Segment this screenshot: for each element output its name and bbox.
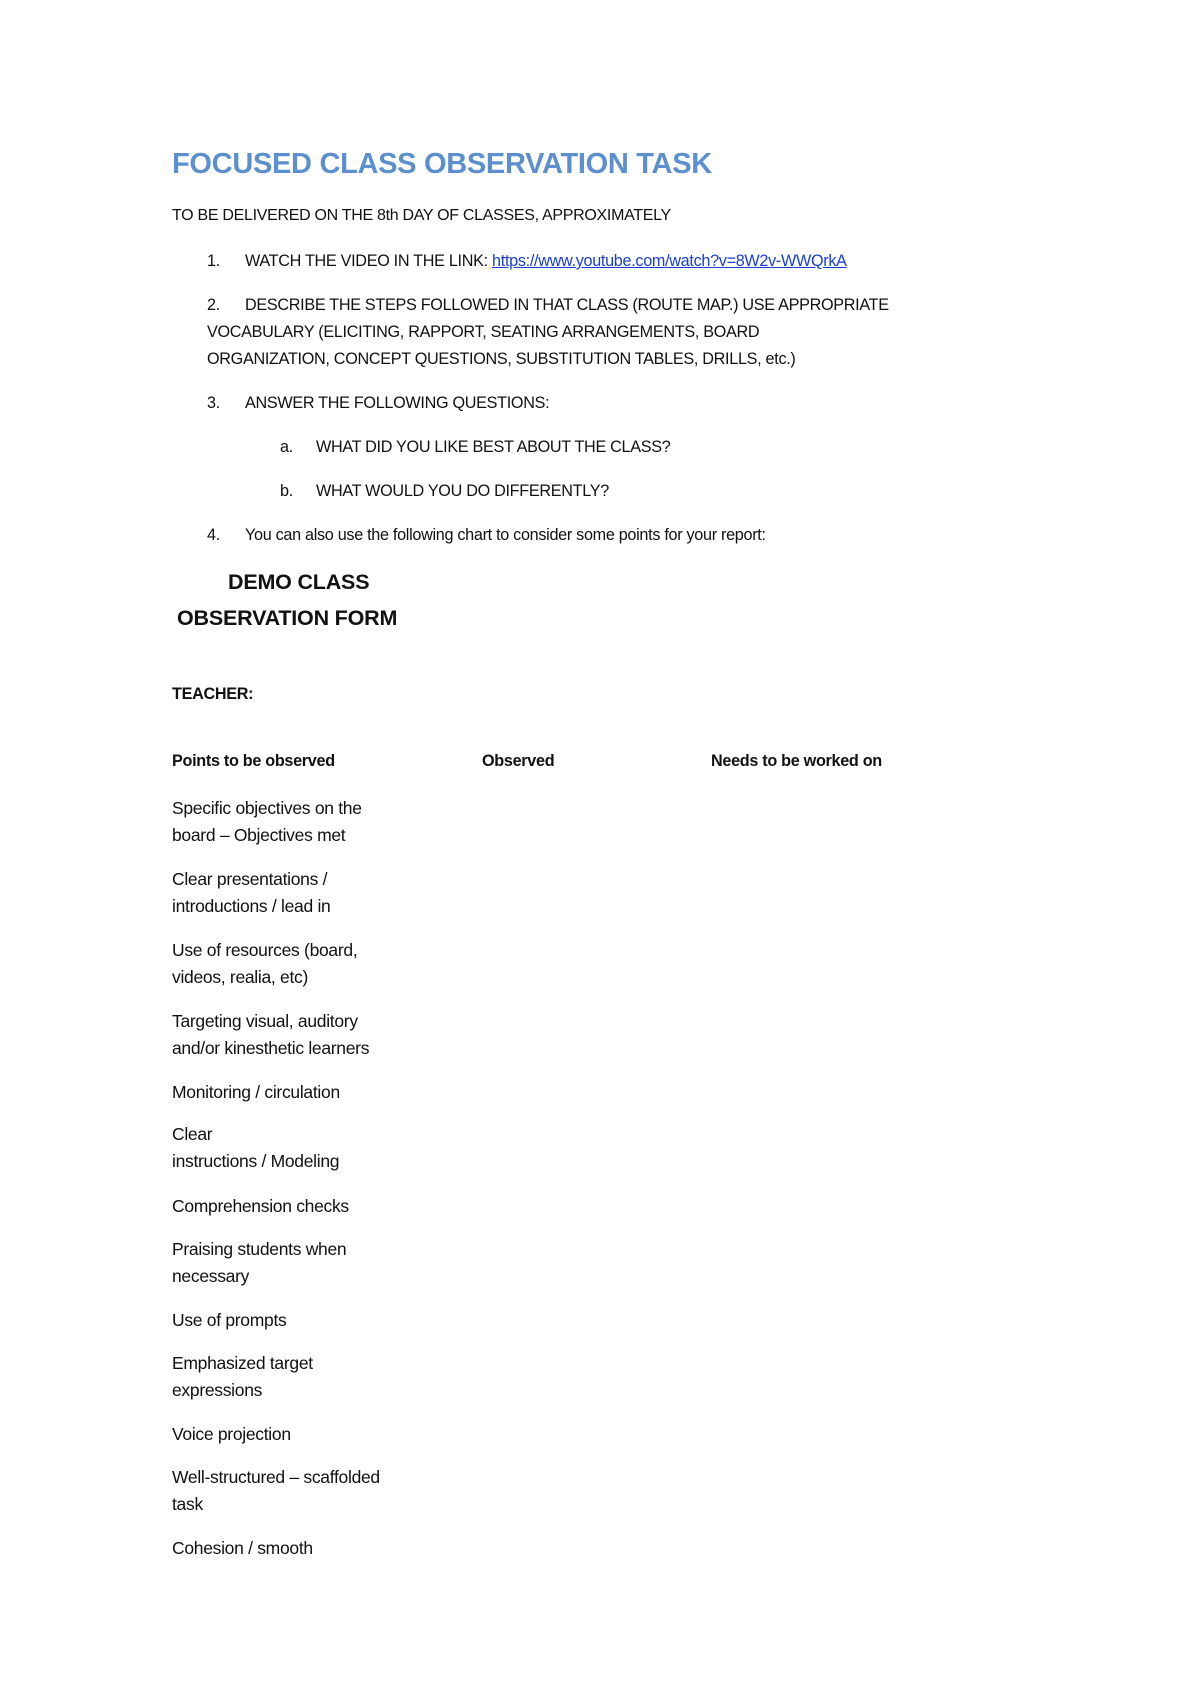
question-text: WHAT DID YOU LIKE BEST ABOUT THE CLASS? <box>316 438 671 456</box>
step-text-line: ORGANIZATION, CONCEPT QUESTIONS, SUBSTITUTION TABLES, DRILLS, etc.) <box>207 350 796 368</box>
observation-point: Voice projection <box>172 1424 291 1444</box>
question-letter: b. <box>280 482 293 500</box>
observation-point: Cohesion / smooth <box>172 1538 313 1558</box>
step-number: 1. <box>207 252 220 270</box>
observation-point: Emphasized target expressions <box>172 1353 313 1400</box>
form-title-line2: OBSERVATION FORM <box>177 606 398 630</box>
observation-point: Clear instructions / Modeling <box>172 1124 340 1171</box>
observation-point: Well-structured – scaffolded task <box>172 1467 380 1514</box>
header-observed: Observed <box>482 752 555 770</box>
observation-point: Targeting visual, auditory and/or kinesthetic learners <box>172 1011 370 1058</box>
step-text: ANSWER THE FOLLOWING QUESTIONS: <box>245 394 550 412</box>
header-needs-work: Needs to be worked on <box>711 752 882 770</box>
teacher-label: TEACHER: <box>172 685 254 703</box>
question-letter: a. <box>280 438 293 456</box>
observation-point: Specific objectives on the board – Objectives met <box>172 798 362 845</box>
delivery-note: TO BE DELIVERED ON THE 8th DAY OF CLASSES, APPROXIMATELY <box>172 207 671 224</box>
observation-point: Comprehension checks <box>172 1196 349 1216</box>
step-text: You can also use the following chart to consider some points for your report: <box>245 526 766 544</box>
step-text-line: DESCRIBE THE STEPS FOLLOWED IN THAT CLASS (ROUTE MAP.) USE APPROPRIATE <box>245 296 889 314</box>
step-number: 3. <box>207 394 220 412</box>
step-text: WATCH THE VIDEO IN THE LINK: https://www.youtube.com/watch?v=8W2v-WWQrkA <box>245 252 847 270</box>
step-text-line: VOCABULARY (ELICITING, RAPPORT, SEATING ARRANGEMENTS, BOARD <box>207 323 760 341</box>
question-text: WHAT WOULD YOU DO DIFFERENTLY? <box>316 482 609 500</box>
observation-point: Monitoring / circulation <box>172 1082 340 1102</box>
document-title: FOCUSED CLASS OBSERVATION TASK <box>172 148 712 180</box>
observation-point: Use of prompts <box>172 1310 287 1330</box>
observation-point: Praising students when necessary <box>172 1239 347 1286</box>
form-title-line1: DEMO CLASS <box>228 570 370 594</box>
observation-point: Clear presentations / introductions / lead in <box>172 869 331 916</box>
step-number: 2. <box>207 296 220 314</box>
step-number: 4. <box>207 526 220 544</box>
video-link[interactable]: https://www.youtube.com/watch?v=8W2v-WWQrkA <box>492 252 847 270</box>
header-points: Points to be observed <box>172 752 335 770</box>
observation-point: Use of resources (board, videos, realia, etc) <box>172 940 358 987</box>
